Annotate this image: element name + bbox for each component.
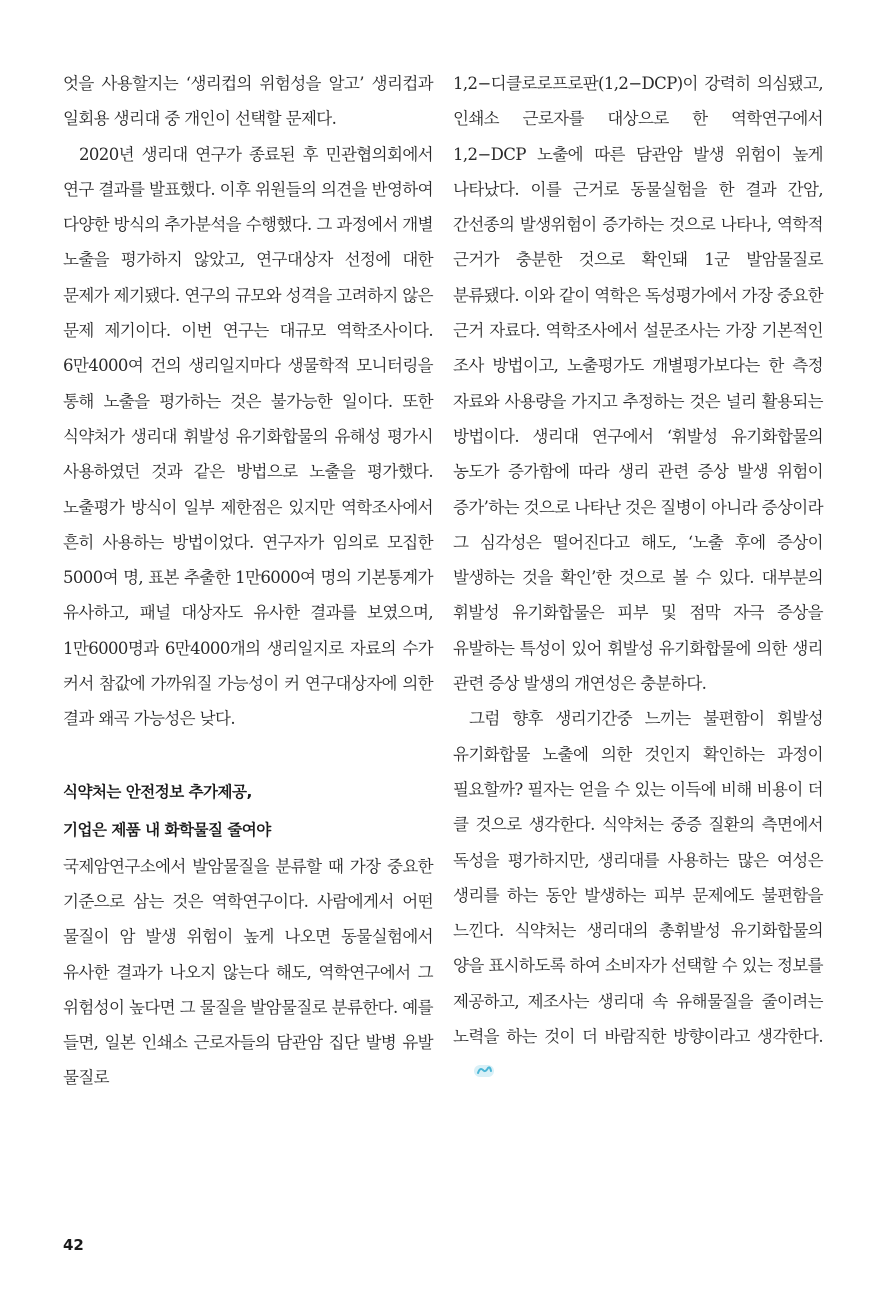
- page-number: 42: [63, 1236, 84, 1254]
- section-heading-line: 식약처는 안전정보 추가제공,: [63, 782, 252, 801]
- section-heading: [63, 773, 433, 849]
- body-paragraph: 국제암연구소에서 발암물질을 분류할 때 가장 중요한 기준으로 삼는 것은 역학연구이다. 사람에게서 어떤 물질이 암 발생 위험이 높게 나오면 동물실험에서 유사한 결과가 나오지 않는다 해도, 역학연구에서 그 위험성이 높다면 그 물질을 발암물질로 분류한다. 예를 들면, 일본 인쇄소 근로자들의 담관암 집단 발병 유발 물질로: [63, 856, 433, 1088]
- body-paragraph: [453, 701, 823, 1089]
- article-end-mark-icon: [457, 1056, 479, 1072]
- left-column: [63, 66, 433, 1096]
- section-heading-line: 기업은 제품 내 화학물질 줄여야: [63, 820, 271, 839]
- right-column: [453, 66, 823, 1090]
- body-paragraph: 1,2−디클로로프로판(1,2−DCP)이 강력히 의심됐고, 인쇄소 근로자를 대상으로 한 역학연구에서 1,2−DCP 노출에 따른 담관암 발생 위험이 높게 나타났다. 이를 근거로 동물실험을 한 결과 간암, 간선종의 발생위험이 증가하는 것으로 나타나, 역학적 근거가 충분한 것으로 확인돼 1군 발암물질로 분류됐다. 이와 같이 역학은 독성평가에서 가장 중요한 근거 자료다. 역학조사에서 설문조사는 가장 기본적인 조사 방법이고, 노출평가도 개별평가보다는 한 측정 자료와 사용량을 가지고 추정하는 것은 널리 활용되는 방법이다. 생리대 연구에서 ‘휘발성 유기화합물의 농도가 증가함에 따라 생리 관련 증상 발생 위험이 증가’하는 것으로 나타난 것은 질병이 아니라 증상이라 그 심각성은 떨어진다고 해도, ‘노출 후에 증상이 발생하는 것을 확인’한 것으로 볼 수 있다. 대부분의 휘발성 유기화합물은 피부 및 점막 자극 증상을 유발하는 특성이 있어 휘발성 유기화합물에 의한 생리 관련 증상 발생의 개연성은 충분하다.: [453, 74, 823, 694]
- article-end-mark-icon-graphic: [473, 1063, 495, 1079]
- body-paragraph: 2020년 생리대 연구가 종료된 후 민관협의회에서 연구 결과를 발표했다. 이후 위원들의 의견을 반영하여 다양한 방식의 추가분석을 수행했다. 그 과정에서 개별 노출을 평가하지 않았고, 연구대상자 선정에 대한 문제가 제기됐다. 연구의 규모와 성격을 고려하지 않은 문제 제기이다. 이번 연구는 대규모 역학조사이다. 6만4000여 건의 생리일지마다 생물학적 모니터링을 통해 노출을 평가하는 것은 불가능한 일이다. 또한 식약처가 생리대 휘발성 유기화합물의 유해성 평가시 사용하였던 것과 같은 방법으로 노출을 평가했다. 노출평가 방식이 일부 제한점은 있지만 역학조사에서 흔히 사용하는 방법이었다. 연구자가 임의로 모집한 5000여 명, 표본 추출한 1만6000여 명의 기본통계가 유사하고, 패널 대상자도 유사한 결과를 보였으며, 1만6000명과 6만4000개의 생리일지로 자료의 수가 커서 참값에 가까워질 가능성이 커 연구대상자에 의한 결과 왜곡 가능성은 낮다.: [63, 144, 433, 729]
- body-paragraph: 엇을 사용할지는 ‘생리컵의 위험성을 알고’ 생리컵과 일회용 생리대 중 개인이 선택할 문제다.: [63, 74, 433, 129]
- body-paragraph-text: 그럼 향후 생리기간중 느끼는 불편함이 휘발성 유기화합물 노출에 의한 것인지 확인하는 과정이 필요할까? 필자는 얻을 수 있는 이득에 비해 비용이 더 클 것으로 생각한다. 식약처는 중증 질환의 측면에서 독성을 평가하지만, 생리대를 사용하는 많은 여성은 생리를 하는 동안 발생하는 피부 문제에도 불편함을 느낀다. 식약처는 생리대의 총휘발성 유기화합물의 양을 표시하도록 하여 소비자가 선택할 수 있는 정보를 제공하고, 제조사는 생리대 속 유해물질을 줄이려는 노력을 하는 것이 더 바람직한 방향이라고 생각한다.: [453, 709, 823, 1047]
